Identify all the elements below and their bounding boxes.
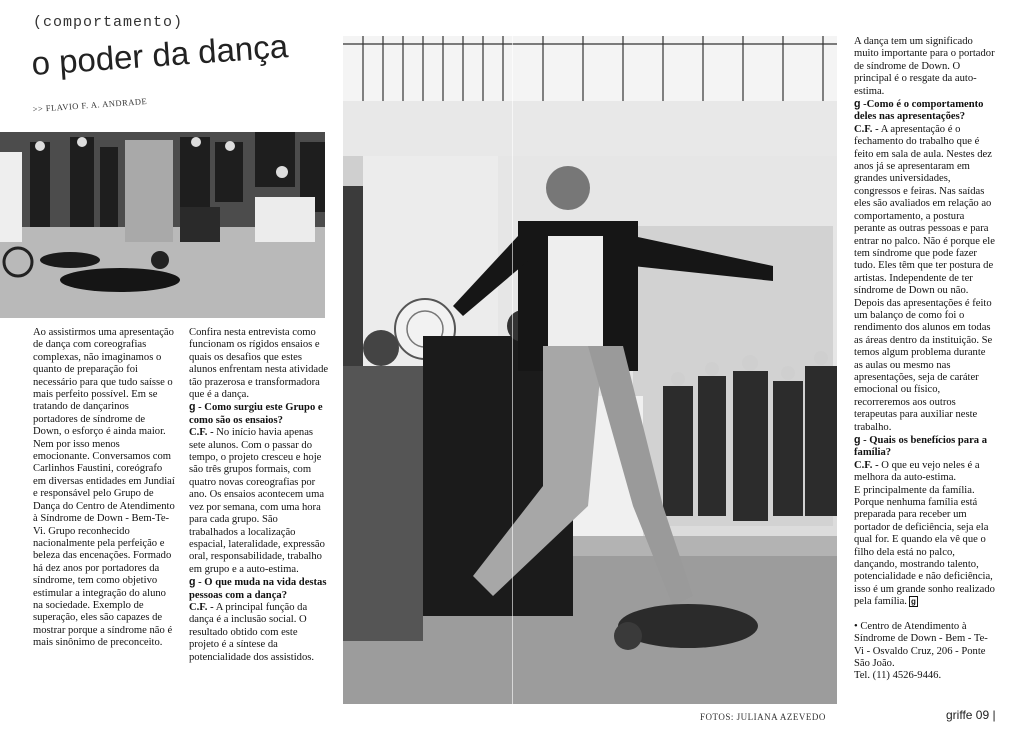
question-text: - Como surgiu este Grupo e como são os ensaios? [189, 402, 323, 426]
end-mark: g [910, 597, 916, 607]
question-text: - Quais os benefícios para a família? [854, 435, 988, 459]
main-photo [343, 36, 837, 704]
griffe-mark: g [189, 576, 196, 589]
paragraph-text: • Centro de Atendimento à Síndrome de Down - Bem - Te-Vi - Osvaldo Cruz, 206 - Ponte São João. [854, 620, 988, 669]
headline: o poder da dança [30, 27, 290, 83]
byline: >> FLAVIO F. A. ANDRADE [32, 96, 148, 114]
answer-text: A apresentação é o fechamento do trabalho que é feito em sala de aula. Nestes dez anos já se apresentaram em grandes universidades, congressos e feiras. Nas saídas eles são avaliados em relação ao comportamento, a postura perante as outras pessoas e para entrar no palco. Não é porque ele tem síndrome que pode fazer tudo. Eles têm que ter postura de artistas. Independente de ter síndrome de Down ou não. Depois das apresentações é feito um balanço de como foi o rendimento dos alunos em todas as áreas dentro da instituição. Se temos algum problema durante as aulas ou mesmo nas apresentações, seja de caráter emocional ou físico, recorreremos aos outros terapeutas para auxiliar neste trabalho. [854, 123, 995, 433]
interview-question [189, 401, 329, 427]
spacer [854, 609, 996, 621]
griffe-mark: g [854, 434, 861, 446]
section-tag: (comportamento) [33, 14, 184, 31]
griffe-mark: g [854, 98, 861, 111]
interview-answer [189, 427, 329, 576]
column-2 [189, 327, 329, 664]
column-3 [854, 36, 996, 683]
photo-credit: FOTOS: JULIANA AZEVEDO [700, 712, 826, 722]
paragraph [189, 327, 329, 401]
paragraph-text: Confira nesta entrevista como funcionam os rígidos ensaios e quais os desafios que estes alunos enfrentam nesta atividade tão prazerosa e transformadora que é a dança. [189, 327, 329, 401]
paragraph-text: A dança tem um significado muito importante para o portador de síndrome de Down. O principal é o resgate da auto-estima. [854, 36, 995, 97]
interview-answer [854, 460, 996, 485]
paragraph [854, 36, 996, 98]
interview-answer [854, 124, 996, 434]
paragraph [854, 621, 996, 671]
small-photo [0, 132, 325, 318]
column-1 [33, 327, 175, 650]
paragraph [854, 485, 996, 609]
answer-lead: C.F. - [189, 601, 214, 613]
interview-question [189, 576, 329, 602]
paragraph-text: E principalmente da família. Porque nenhuma família está preparada para receber um portador de deficiência, seja ela qual for. E quando ela vê que o filho dela está no palco, dançando, mostrando talento, potencialidade e não deficiência, isso é um grande sonho realizado pela família. [854, 484, 995, 608]
page-gutter [512, 36, 513, 704]
answer-text: O que eu vejo neles é a melhora da auto-estima. [854, 459, 980, 484]
paragraph [854, 670, 996, 682]
answer-lead: C.F. - [854, 459, 879, 471]
interview-answer [189, 602, 329, 664]
interview-question [854, 98, 996, 124]
answer-lead: C.F. - [854, 123, 879, 135]
intro-paragraph: Ao assistirmos uma apresentação de dança com coreografias complexas, não imaginamos o quanto de preparação foi necessário para que tudo saísse o mais perfeito possível. Em se tratando de dançarinos portadores de síndrome de Down, o esforço é ainda maior. Nem por isso menos emocionante. Conversamos com Carlinhos Faustini, coreógrafo em diversas entidades em Jundiaí e responsável pelo Grupo de Dança do Centro de Atendimento à Síndrome de Down - Bem-Te-Vi. Grupo reconhecido nacionalmente pela perfeição e beleza das encenações. Formado há dez anos por portadores da síndrome, tem como objetivo estimular a integração do aluno na sociedade. Exemplo de superação, eles são capazes de mostrar porque a síndrome não é mais sinônimo de preconceito. [33, 327, 175, 649]
griffe-mark: g [189, 401, 196, 414]
interview-question [854, 434, 996, 460]
answer-text: A principal função da dança é a inclusão social. O resultado obtido com este projeto é a síntese da potencialidade dos assistidos. [189, 601, 315, 663]
question-text: - O que muda na vida destas pessoas com a dança? [189, 577, 327, 601]
question-text: -Como é o comportamento deles nas apresentações? [854, 99, 984, 123]
answer-lead: C.F. - [189, 427, 214, 439]
paragraph-text: Tel. (11) 4526-9446. [854, 670, 942, 682]
page-folio: griffe 09 | [946, 708, 996, 722]
answer-text: No início havia apenas sete alunos. Com o passar do tempo, o projeto cresceu e hoje são três grupos formais, com quatro novas coreografias por ano. Os ensaios acontecem uma vez por semana, com uma hora para cada grupo. São trabalhados a localização espacial, lateralidade, expressão oral, responsabilidade, trabalho em grupo e a auto-estima. [189, 427, 325, 575]
